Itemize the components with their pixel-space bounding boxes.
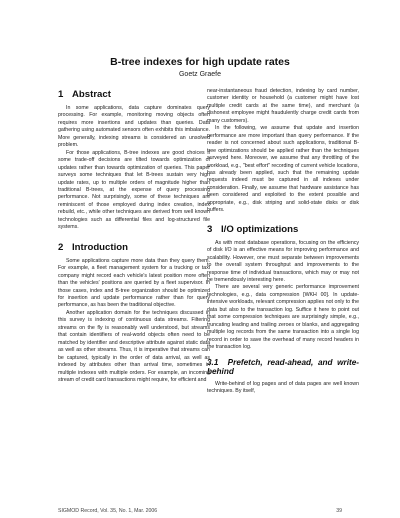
introduction-paragraph-1: Some applications capture more data than they query them. For example, a fleet management system for a trucking or taxi company might record each vehicle's latest position more often than the vehicles' positions are queried by a fleet supervisor. In those cases, index and B-tree organization should be optimized for insertion and update performance rather than for query performance, as has been the traditional objective. (58, 257, 210, 309)
subsection-number: 3.1 (207, 357, 219, 367)
section-heading-abstract (58, 88, 210, 101)
footer-journal: SIGMOD Record, Vol. 35, No. 1, Mar. 2006 (58, 508, 158, 514)
introduction-paragraph-2: Another application domain for the techniques discussed in this survey is indexing of continuous data streams. Filtering streams on the fly is reasonably well understood, but streams that contain identifiers of real-world objects often need to be matched by identifier and descriptive attribute against static data as well as other streams. Thus, it is imperative that streams can be captured, typically in the order of data arrival, as well as indexed by attributes other than arrival time, sometimes in multiple indexes with multiple orders. For example, an incoming stream of credit card transactions might require, for efficient and (58, 309, 210, 383)
section-title: Abstract (72, 89, 111, 100)
left-column (58, 88, 210, 384)
abstract-paragraph-1: In some applications, data capture dominates query processing. For example, monitoring moving objects often requires more insertions and updates than queries. Data gathering using automated sensors often exhibits this imbalance. More generally, indexing streams is considered an unsolved problem. (58, 105, 210, 149)
abstract-paragraph-2: For those applications, B-tree indexes are good choices if some trade-off decisions are tilted towards optimization of updates rather than towards optimization of queries. This paper surveys some techniques that let B-trees sustain very high update rates, up to multiple orders of magnitude higher than traditional B-trees, at the expense of query processing performance. Not surprisingly, some of these techniques are reminiscent of those employed during index creation, index rebuild, etc., while other techniques are derived from well known technologies such as differential files and log-structured file systems. (58, 149, 210, 231)
section-number: 2 (58, 241, 64, 253)
paper-title: B-tree indexes for high update rates (110, 56, 290, 68)
subsection-heading-prefetch (207, 358, 359, 377)
section-number: 1 (58, 89, 64, 100)
introduction-continuation: near-instantaneous fraud detection, indexing by card number, customer identity or household (a customer might have lost multiple credit cards at the same time), and merchant (a dishonest employee might fraudulently charge credit cards from many customers). (207, 88, 359, 124)
io-paragraph-2: There are several very generic performance improvement technologies, e.g., data compression [WKH 00]. In update-intensive workloads, relevant compression applies not only to the data but also to the transaction log. Suffice it here to point out that some compression techniques are surprisingly simple, e.g., truncating leading and trailing zeroes or blanks, and aggregating multiple log records from the same transaction into a single log record in order to save the overhead of many record headers in the transaction log. (207, 284, 359, 351)
section-title: I/O optimizations (221, 223, 299, 235)
page-number: 39 (336, 508, 342, 514)
section-title: Introduction (72, 241, 128, 253)
subsection-title: Prefetch, read-ahead, and write-behind (207, 357, 359, 377)
prefetch-paragraph-1: Write-behind of log pages and of data pages are well known techniques. By itself, (207, 380, 359, 395)
io-paragraph-1: As with most database operations, focusing on the efficiency of disk I/O is an effective means for improving performance and scalability. However, one must separate between improvements to the overall system throughput and improvements to the response time of individual transactions, which may or may not be tremendously interesting here. (207, 239, 359, 283)
section-heading-io (207, 223, 359, 236)
paper-author: Goetz Graefe (178, 71, 222, 78)
section-number: 3 (207, 223, 213, 235)
introduction-paragraph-3: In the following, we assume that update and insertion performance are more important than query performance. If the reader is not concerned about such applications, traditional B-tree optimizations should be applied rather than the techniques surveyed here. Moreover, we assume that any throttling of the workload, e.g., "best effort" recording of current vehicle locations, has already been applied, such that the remaining update requests indeed must be captured in all indexes under consideration. Finally, we assume that hardware assistance has been considered and exploited to the extent possible and appropriate, e.g., disk striping and solid-state disks or disk buffers. (207, 125, 359, 214)
right-column (207, 88, 359, 396)
section-heading-introduction (58, 241, 210, 254)
